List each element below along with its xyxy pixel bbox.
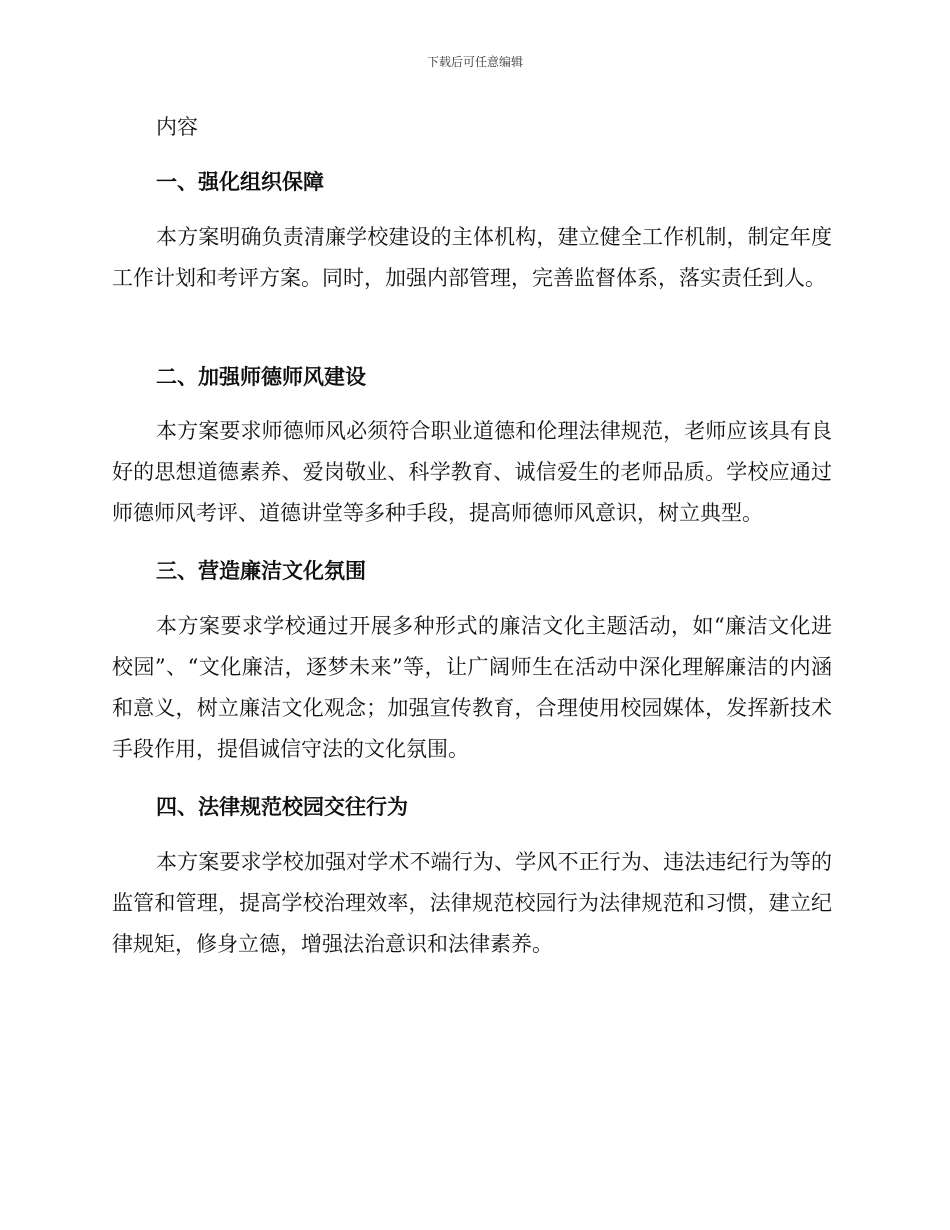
section-4-title: 四、法律规范校园交往行为 [156, 794, 408, 819]
section-3-body: 本方案要求学校通过开展多种形式的廉洁文化主题活动，如“廉洁文化进校园”、“文化廉洁，逐梦未来”等，让广阔师生在活动中深化理解廉洁的内涵和意义，树立廉洁文化观念；加强宣传教育，合理使用校园媒体，发挥新技术手段作用，提倡诚信守法的文化氛围。 [112, 614, 832, 761]
section-4-body: 本方案要求学校加强对学术不端行为、学风不正行为、违法违纪行为等的监管和管理，提高学校治理效率，法律规范校园行为法律规范和习惯，建立纪律规矩，修身立德，增强法治意识和法律素养。 [112, 850, 832, 956]
section-2-title: 二、加强师德师风建设 [156, 364, 366, 389]
section-3-title: 三、营造廉洁文化氛围 [156, 558, 366, 583]
contents-heading: 内容 [156, 115, 198, 139]
section-2-body: 本方案要求师德师风必须符合职业道德和伦理法律规范，老师应该具有良好的思想道德素养、爱岗敬业、科学教育、诚信爱生的老师品质。学校应通过师德师风考评、道德讲堂等多种手段，提高师德师风意识，树立典型。 [112, 419, 832, 525]
section-1-body: 本方案明确负责清廉学校建设的主体机构，建立健全工作机制，制定年度工作计划和考评方案。同时，加强内部管理，完善监督体系，落实责任到人。 [112, 225, 832, 290]
page-header-note: 下载后可任意编辑 [426, 55, 523, 69]
section-1-title: 一、强化组织保障 [156, 169, 324, 194]
